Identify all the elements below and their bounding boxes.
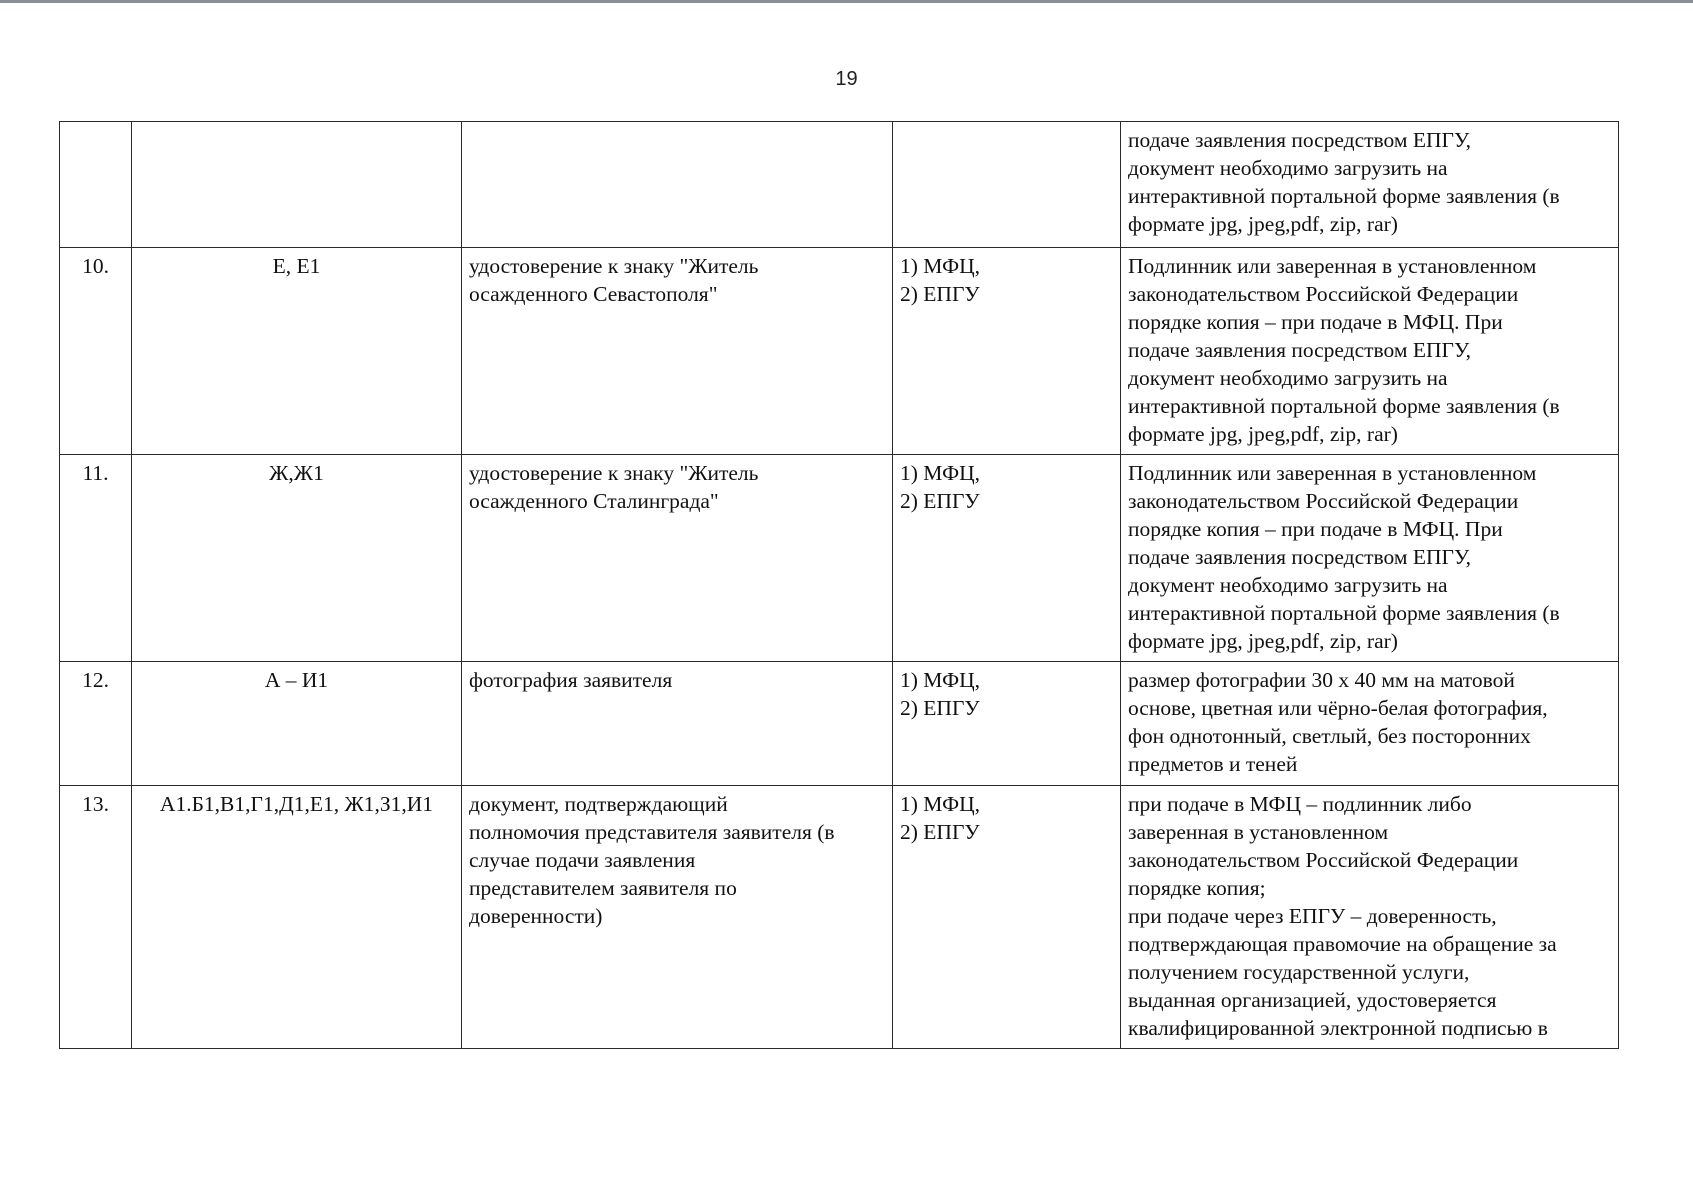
requirements-cell-line: размер фотографии 30 х 40 мм на матовой: [1128, 668, 1515, 692]
applicant-category-cell: [132, 122, 462, 248]
submission-channel-cell-line: 2) ЕПГУ: [900, 820, 980, 844]
document-name-cell-line: доверенности): [469, 904, 603, 928]
applicant-category-cell: А1.Б1,В1,Г1,Д1,Е1, Ж1,З1,И1: [132, 786, 462, 1049]
submission-channel-cell: [893, 122, 1121, 248]
document-name-cell-line: документ, подтверждающий: [469, 792, 728, 816]
submission-channel-cell: [893, 662, 1121, 786]
requirements-cell-line: подаче заявления посредством ЕПГУ,: [1128, 545, 1472, 569]
submission-channel-cell-line: 2) ЕПГУ: [900, 489, 980, 513]
requirements-cell: [1121, 248, 1619, 455]
requirements-cell-line: интерактивной портальной форме заявления (в: [1128, 601, 1560, 625]
document-table: [59, 121, 1619, 1049]
table-row: [60, 248, 1619, 455]
page-number: 19: [835, 68, 858, 90]
requirements-cell-line: документ необходимо загрузить на: [1128, 156, 1448, 180]
table-row: [60, 122, 1619, 248]
requirements-cell-line: законодательством Российской Федерации: [1128, 282, 1519, 306]
row-number-cell: 12.: [60, 662, 132, 786]
requirements-cell-line: получением государственной услуги,: [1128, 960, 1470, 984]
requirements-cell-line: Подлинник или заверенная в установленном: [1128, 254, 1537, 278]
requirements-cell-line: основе, цветная или чёрно-белая фотография,: [1128, 696, 1548, 720]
document-name-cell-line: случае подачи заявления: [469, 848, 696, 872]
requirements-cell-line: законодательством Российской Федерации: [1128, 489, 1519, 513]
requirements-cell: [1121, 786, 1619, 1049]
requirements-cell-line: Подлинник или заверенная в установленном: [1128, 461, 1537, 485]
document-name-cell: [462, 455, 893, 662]
submission-channel-cell: [893, 786, 1121, 1049]
row-number-cell: [60, 122, 132, 248]
requirements-cell-line: интерактивной портальной форме заявления (в: [1128, 394, 1560, 418]
submission-channel-cell-line: 1) МФЦ,: [900, 668, 981, 692]
applicant-category-cell: А – И1: [132, 662, 462, 786]
row-number-cell: 11.: [60, 455, 132, 662]
requirements-cell-line: фон однотонный, светлый, без посторонних: [1128, 724, 1531, 748]
requirements-cell-line: формате jpg, jpeg,pdf, zip, rar): [1128, 422, 1398, 446]
requirements-cell-line: документ необходимо загрузить на: [1128, 573, 1448, 597]
submission-channel-cell-line: 1) МФЦ,: [900, 792, 981, 816]
document-name-cell-line: представителем заявителя по: [469, 876, 737, 900]
table-row: [60, 455, 1619, 662]
requirements-cell-line: формате jpg, jpeg,pdf, zip, rar): [1128, 629, 1398, 653]
scan-top-edge: [0, 0, 1693, 3]
requirements-cell-line: формате jpg, jpeg,pdf, zip, rar): [1128, 212, 1398, 236]
document-name-cell: [462, 122, 893, 248]
requirements-cell-line: выданная организацией, удостоверяется: [1128, 988, 1497, 1012]
requirements-cell-line: подаче заявления посредством ЕПГУ,: [1128, 128, 1472, 152]
document-name-cell-line: удостоверение к знаку "Житель: [469, 461, 759, 485]
row-number-cell: 13.: [60, 786, 132, 1049]
requirements-cell-line: интерактивной портальной форме заявления (в: [1128, 184, 1560, 208]
document-name-cell-line: удостоверение к знаку "Житель: [469, 254, 759, 278]
requirements-cell-line: документ необходимо загрузить на: [1128, 366, 1448, 390]
submission-channel-cell-line: 2) ЕПГУ: [900, 696, 980, 720]
submission-channel-cell-line: 1) МФЦ,: [900, 254, 981, 278]
row-number-cell: 10.: [60, 248, 132, 455]
requirements-cell-line: заверенная в установленном: [1128, 820, 1389, 844]
table-row: [60, 662, 1619, 786]
requirements-cell-line: порядке копия;: [1128, 876, 1266, 900]
requirements-cell-line: порядке копия – при подаче в МФЦ. При: [1128, 310, 1503, 334]
table-body: [60, 122, 1619, 1049]
requirements-cell-line: при подаче через ЕПГУ – доверенность,: [1128, 904, 1497, 928]
submission-channel-cell: [893, 248, 1121, 455]
applicant-category-cell: Е, Е1: [132, 248, 462, 455]
requirements-cell-line: при подаче в МФЦ – подлинник либо: [1128, 792, 1472, 816]
submission-channel-cell-line: 2) ЕПГУ: [900, 282, 980, 306]
submission-channel-cell-line: 1) МФЦ,: [900, 461, 981, 485]
requirements-cell-line: квалифицированной электронной подписью в: [1128, 1016, 1548, 1040]
requirements-cell-line: порядке копия – при подаче в МФЦ. При: [1128, 517, 1503, 541]
requirements-cell-line: законодательством Российской Федерации: [1128, 848, 1519, 872]
requirements-cell-line: предметов и теней: [1128, 752, 1298, 776]
document-name-cell-line: фотография заявителя: [469, 668, 673, 692]
document-name-cell: [462, 662, 893, 786]
requirements-cell-line: подаче заявления посредством ЕПГУ,: [1128, 338, 1472, 362]
submission-channel-cell: [893, 455, 1121, 662]
document-name-cell: [462, 248, 893, 455]
requirements-cell: [1121, 122, 1619, 248]
document-name-cell-line: осажденного Севастополя": [469, 282, 718, 306]
table-row: [60, 786, 1619, 1049]
requirements-cell: [1121, 455, 1619, 662]
document-name-cell-line: полномочия представителя заявителя (в: [469, 820, 835, 844]
requirements-cell: [1121, 662, 1619, 786]
document-name-cell-line: осажденного Сталинграда": [469, 489, 719, 513]
document-name-cell: [462, 786, 893, 1049]
requirements-cell-line: подтверждающая правомочие на обращение за: [1128, 932, 1557, 956]
applicant-category-cell: Ж,Ж1: [132, 455, 462, 662]
